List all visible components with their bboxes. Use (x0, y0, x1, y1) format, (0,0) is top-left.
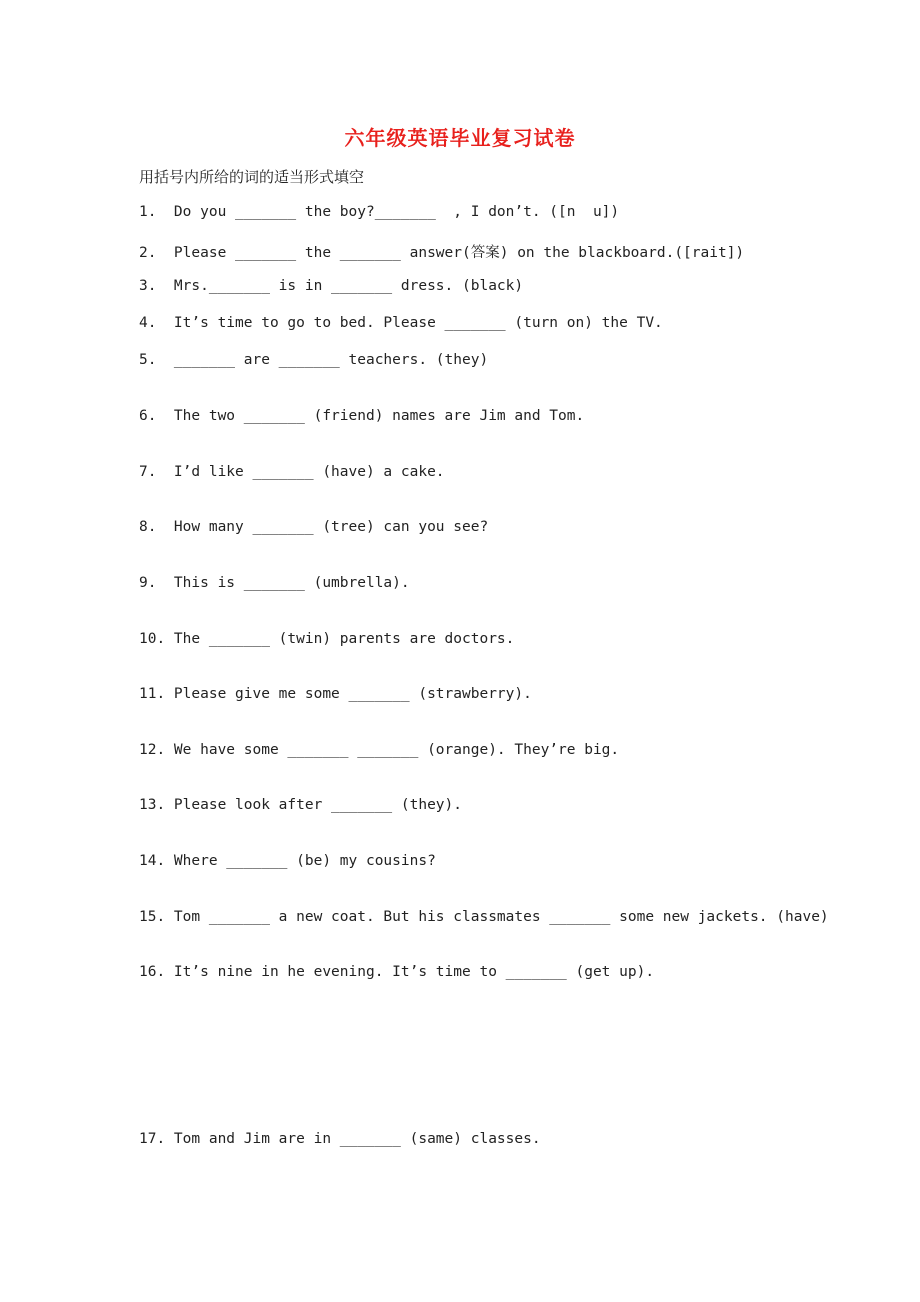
question-6: 6. The two _______ (friend) names are Jim and Tom. (139, 408, 585, 424)
question-9: 9. This is _______ (umbrella). (139, 575, 410, 591)
question-5: 5. _______ are _______ teachers. (they) (139, 352, 489, 368)
question-1: 1. Do you _______ the boy?_______ , I don’t. ([n u]) (139, 204, 620, 220)
question-12: 12. We have some _______ _______ (orange). They’re big. (139, 742, 620, 758)
question-14: 14. Where _______ (be) my cousins? (139, 853, 436, 869)
question-16: 16. It’s nine in he evening. It’s time to _______ (get up). (139, 964, 655, 980)
page-title: 六年级英语毕业复习试卷 (344, 126, 576, 150)
question-2: 2. Please _______ the _______ answer(答案) on the blackboard.([rait]) (139, 245, 745, 261)
question-13: 13. Please look after _______ (they). (139, 797, 463, 813)
question-7: 7. I’d like _______ (have) a cake. (139, 464, 445, 480)
question-4: 4. It’s time to go to bed. Please _______ (turn on) the TV. (139, 315, 663, 331)
question-11: 11. Please give me some _______ (strawberry). (139, 686, 532, 702)
question-17: 17. Tom and Jim are in _______ (same) classes. (139, 1131, 541, 1147)
question-10: 10. The _______ (twin) parents are doctors. (139, 631, 515, 647)
question-3: 3. Mrs._______ is in _______ dress. (black) (139, 278, 524, 294)
question-8: 8. How many _______ (tree) can you see? (139, 519, 489, 535)
instruction-text: 用括号内所给的词的适当形式填空 (139, 168, 365, 186)
question-15: 15. Tom _______ a new coat. But his classmates _______ some new jackets. (have) (139, 909, 829, 925)
